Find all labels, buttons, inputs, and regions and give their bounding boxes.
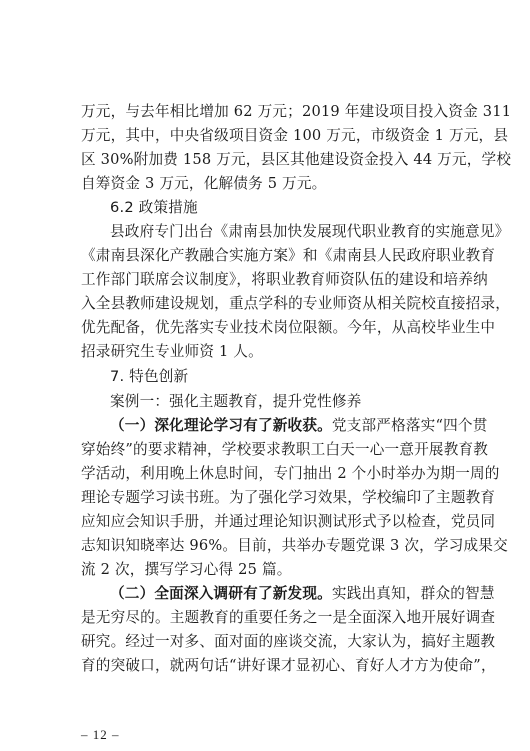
para4-line-1 (110, 585, 495, 603)
para4-line-1-rest: 实践出真知，群众的智慧 (331, 585, 495, 602)
para2-line-5: 优先配备，优先落实专业技术岗位限额。今年，从高校毕业生中 (81, 319, 496, 336)
para4-lead: （二）全面深入调研有了新发现。 (110, 585, 332, 602)
para1-line-2: 万元，其中，中央省级项目资金 100 万元，市级资金 1 万元，县 (81, 127, 509, 144)
para2-line-2: 《肃南县深化产教融合实施方案》和《肃南县人民政府职业教育 (81, 247, 496, 264)
para2-line-3: 工作部门联席会议制度》，将职业教育师资队伍的建设和培养纳 (81, 271, 488, 288)
para2-line-4: 入全县教师建设规划，重点学科的专业师资从相关院校直接招录， (81, 295, 511, 312)
para1-line-4: 自筹资金 3 万元，化解债务 5 万元。 (81, 175, 327, 192)
para3-line-1-rest: 党支部严格落实“四个贯 (331, 417, 488, 434)
para2-line-1: 县政府专门出台《肃南县加快发展现代职业教育的实施意见》 (110, 223, 510, 240)
para2-line-6: 招录研究生专业师资 1 人。 (81, 343, 263, 360)
section-6-2-heading: 6.2 政策措施 (110, 199, 198, 216)
para4-line-2: 是无穷尽的。主题教育的重要任务之一是全面深入地开展好调查 (81, 609, 496, 626)
para3-lead: （一）深化理论学习有了新收获。 (110, 417, 332, 434)
para3-line-1 (110, 417, 488, 435)
para3-line-5: 应知应会知识手册，并通过理论知识测试形式予以检查，党员同 (81, 513, 496, 530)
para1-line-3: 区 30%附加费 158 万元，县区其他建设资金投入 44 万元，学校 (81, 151, 512, 168)
para4-line-3: 研究。经过一对多、面对面的座谈交流，大家认为，搞好主题教 (81, 633, 496, 650)
para1-line-1: 万元，与去年相比增加 62 万元；2019 年建设项目投入资金 311 (81, 103, 512, 120)
page-number: – 12 – (81, 727, 120, 742)
para3-line-6: 志知识知晓率达 96%。目前，共举办专题党课 3 次，学习成果交 (81, 537, 508, 554)
section-7-heading: 7. 特色创新 (110, 368, 189, 385)
case1-title: 案例一：强化主题教育，提升党性修养 (110, 393, 362, 410)
para4-line-4: 育的突破口，就两句话“讲好课才显初心、育好人才方为使命”， (81, 657, 496, 674)
para3-line-7: 流 2 次，撰写学习心得 25 篇。 (81, 561, 292, 578)
para3-line-2: 穿始终”的要求精神，学校要求教职工白天一心一意开展教育教 (81, 441, 489, 458)
para3-line-4: 理论专题学习读书班。为了强化学习效果，学校编印了主题教育 (81, 489, 496, 506)
para3-line-3: 学活动，利用晚上休息时间，专门抽出 2 个小时举办为期一周的 (81, 465, 500, 482)
